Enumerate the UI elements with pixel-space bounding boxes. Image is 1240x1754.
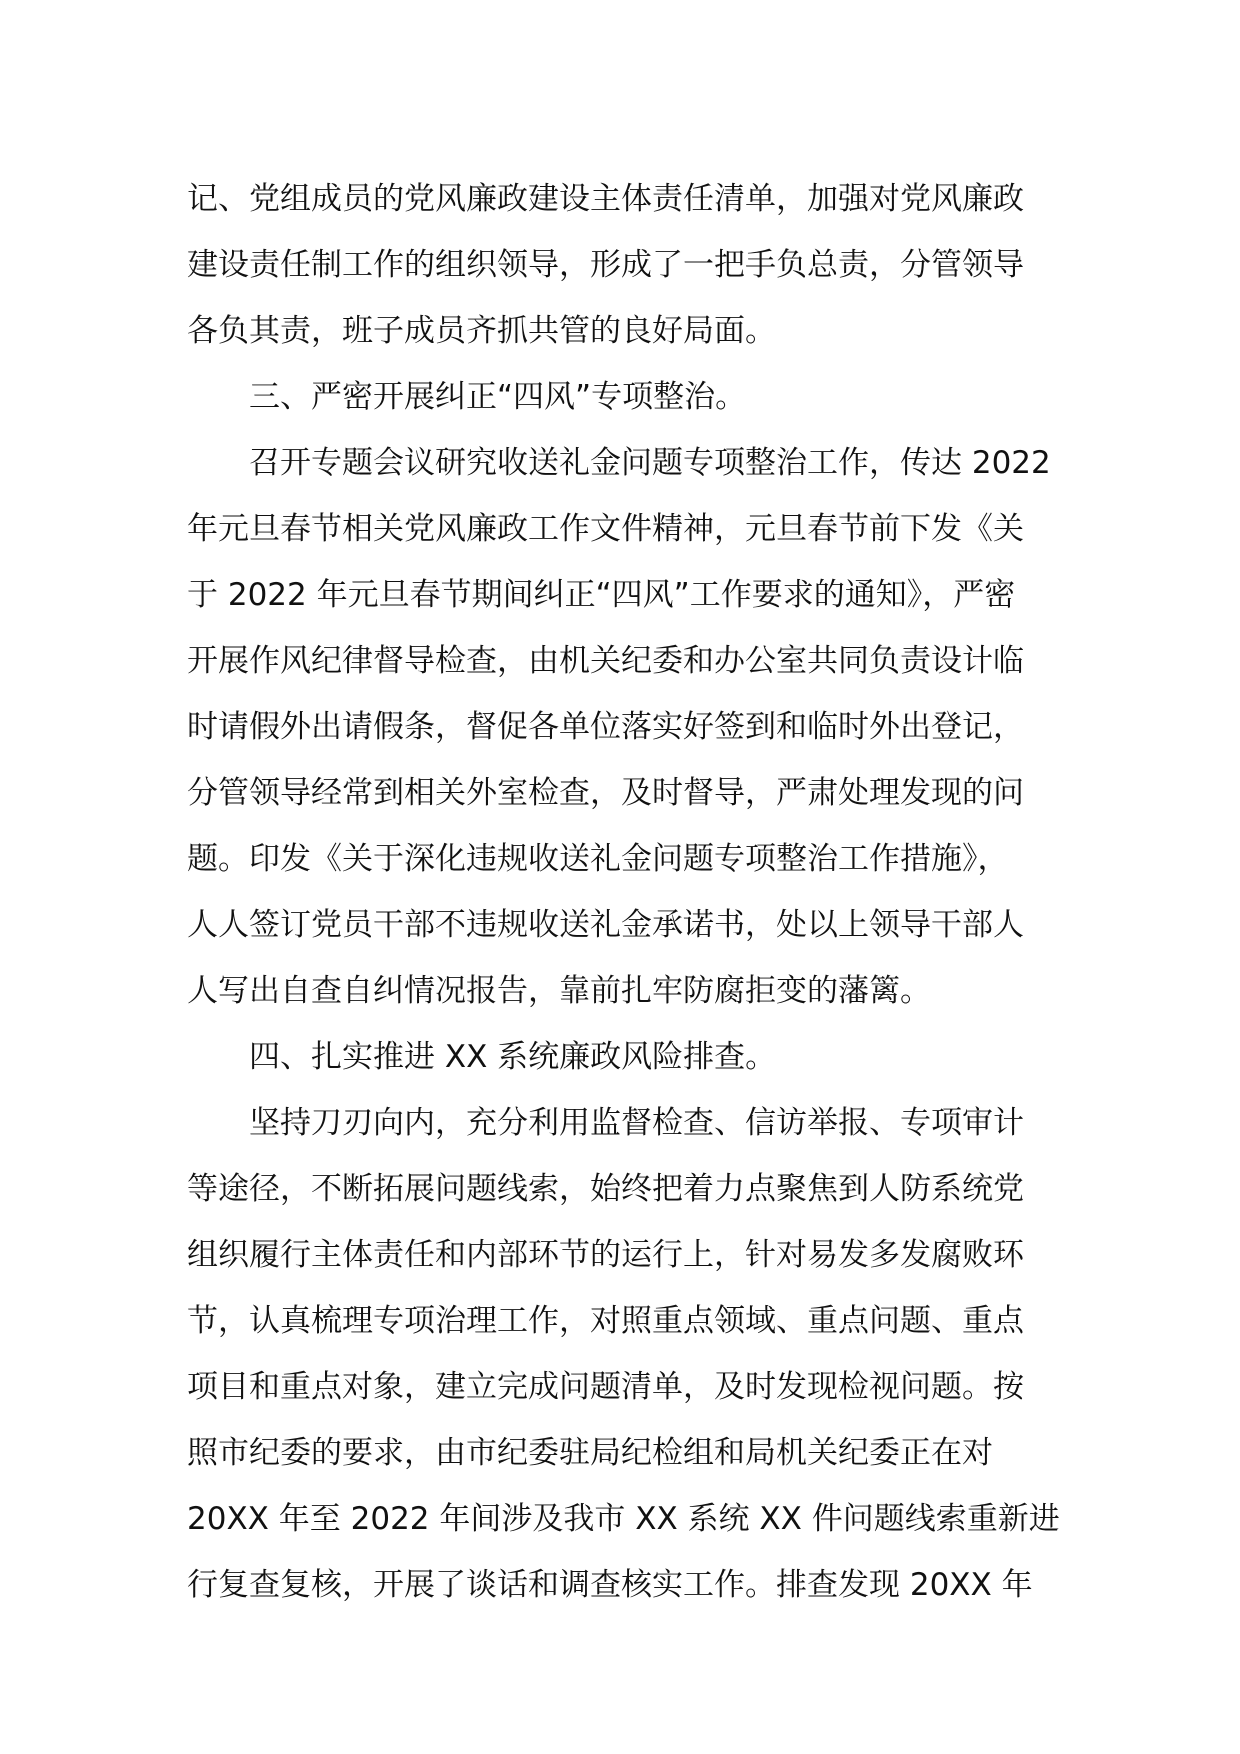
text-line: 开展作风纪律督导检查，由机关纪委和办公室共同负责设计临: [187, 643, 1024, 679]
text-line: 等途径，不断拓展问题线索，始终把着力点聚焦到人防系统党: [187, 1171, 1024, 1207]
text-line: 20XX 年至 2022 年间涉及我市 XX 系统 XX 件问题线索重新进: [187, 1501, 1060, 1537]
section-heading-4: 四、扎实推进 XX 系统廉政风险排查。: [249, 1039, 777, 1075]
text-line: 年元旦春节相关党风廉政工作文件精神，元旦春节前下发《关: [187, 511, 1024, 547]
text-line: 记、党组成员的党风廉政建设主体责任清单，加强对党风廉政: [187, 181, 1024, 217]
text-line: 人人签订党员干部不违规收送礼金承诺书，处以上领导干部人: [187, 907, 1024, 943]
text-line: 分管领导经常到相关外室检查，及时督导，严肃处理发现的问: [187, 775, 1024, 811]
document-body: [187, 166, 1060, 1618]
text-line: 于 2022 年元旦春节期间纠正“四风”工作要求的通知》，严密: [187, 577, 1016, 613]
text-line: 项目和重点对象，建立完成问题清单，及时发现检视问题。按: [187, 1369, 1024, 1405]
text-line: 行复查复核，开展了谈话和调查核实工作。排查发现 20XX 年: [187, 1567, 1033, 1603]
text-line: 各负其责，班子成员齐抓共管的良好局面。: [187, 313, 776, 349]
text-line: 照市纪委的要求，由市纪委驻局纪检组和局机关纪委正在对: [187, 1435, 993, 1471]
text-line: 人写出自查自纠情况报告，靠前扎牢防腐拒变的藩篱。: [187, 973, 931, 1009]
text-line: 建设责任制工作的组织领导，形成了一把手负总责，分管领导: [187, 247, 1024, 283]
text-line: 组织履行主体责任和内部环节的运行上，针对易发多发腐败环: [187, 1237, 1024, 1273]
text-line: 坚持刀刃向内，充分利用监督检查、信访举报、专项审计: [249, 1105, 1024, 1141]
section-heading-3: 三、严密开展纠正“四风”专项整治。: [249, 379, 747, 415]
text-line: 召开专题会议研究收送礼金问题专项整治工作，传达 2022: [249, 445, 1051, 481]
text-line: 节，认真梳理专项治理工作，对照重点领域、重点问题、重点: [187, 1303, 1024, 1339]
text-line: 时请假外出请假条，督促各单位落实好签到和临时外出登记，: [187, 709, 1024, 745]
text-line: 题。印发《关于深化违规收送礼金问题专项整治工作措施》，: [187, 841, 1009, 877]
